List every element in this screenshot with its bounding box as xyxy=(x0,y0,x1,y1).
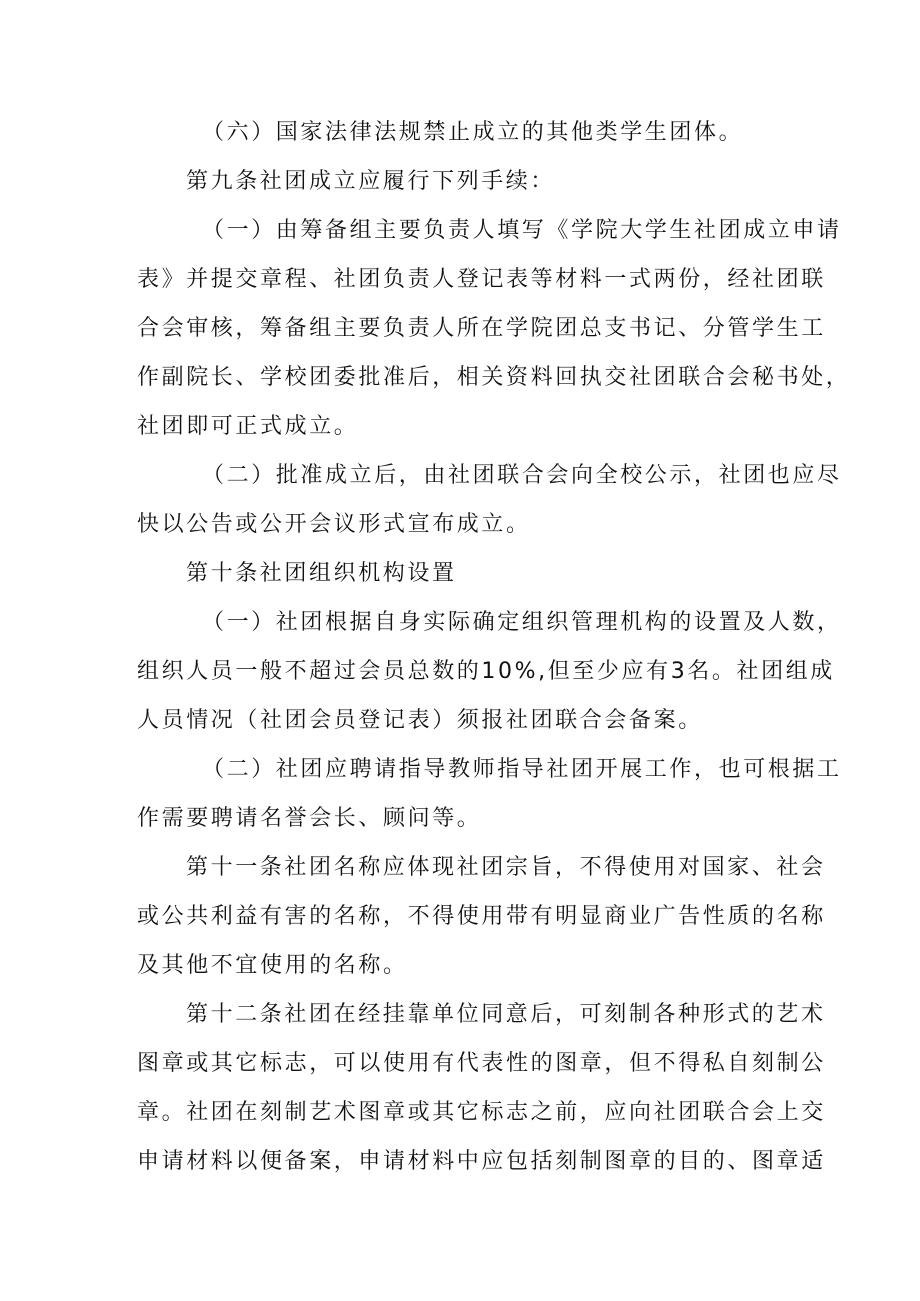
article-10-item-1-line-1: （一）社团根据自身实际确定组织管理机构的设置及人数， xyxy=(202,610,842,635)
article-10-heading: 第十条社团组织机构设置 xyxy=(186,561,457,586)
article-9-item-2-line-1: （二）批准成立后，由社团联合会向全校公示，社团也应尽 xyxy=(202,463,842,488)
article-10-item-1-line-2: 组织人员一般不超过会员总数的10%,但至少应有3名。社团组成 xyxy=(137,659,835,684)
article-12-line-2: 图章或其它标志，可以使用有代表性的图章，但不得私自刻制公 xyxy=(137,1051,826,1076)
article-10-item-2-line-2: 作需要聘请名誉会长、顾问等。 xyxy=(137,806,482,831)
article-9-item-2-line-2: 快以公告或公开会议形式宣布成立。 xyxy=(137,512,531,537)
article-12-line-4: 申请材料以便备案，申请材料中应包括刻制图章的目的、图章适 xyxy=(137,1149,826,1174)
article-9-item-1-line-5: 社团即可正式成立。 xyxy=(137,414,359,439)
article-9-item-1-line-2: 表》并提交章程、社团负责人登记表等材料一式两份，经社团联 xyxy=(137,267,826,292)
article-9-item-1-line-3: 合会审核，筹备组主要负责人所在学院团总支书记、分管学生工 xyxy=(137,316,826,341)
article-11-line-3: 及其他不宜使用的名称。 xyxy=(137,953,408,978)
article-10-item-1-line-3: 人员情况（社团会员登记表）须报社团联合会备案。 xyxy=(137,708,703,733)
article-12-line-3: 章。社团在刻制艺术图章或其它标志之前，应向社团联合会上交 xyxy=(137,1100,826,1125)
clause-6-line: （六）国家法律法规禁止成立的其他类学生团体。 xyxy=(202,120,744,145)
article-11-line-1: 第十一条社团名称应体现社团宗旨，不得使用对国家、社会 xyxy=(186,855,826,880)
article-9-heading: 第九条社团成立应履行下列手续： xyxy=(186,169,556,194)
article-11-line-2: 或公共利益有害的名称，不得使用带有明显商业广告性质的名称 xyxy=(137,904,826,929)
article-9-item-1-line-4: 作副院长、学校团委批准后，相关资料回执交社团联合会秘书处， xyxy=(137,365,851,390)
article-9-item-1-line-1: （一）由筹备组主要负责人填写《学院大学生社团成立申请 xyxy=(202,218,842,243)
document-body xyxy=(137,108,851,1186)
article-12-line-1: 第十二条社团在经挂靠单位同意后，可刻制各种形式的艺术 xyxy=(186,1002,826,1027)
article-10-item-2-line-1: （二）社团应聘请指导教师指导社团开展工作，也可根据工 xyxy=(202,757,842,782)
